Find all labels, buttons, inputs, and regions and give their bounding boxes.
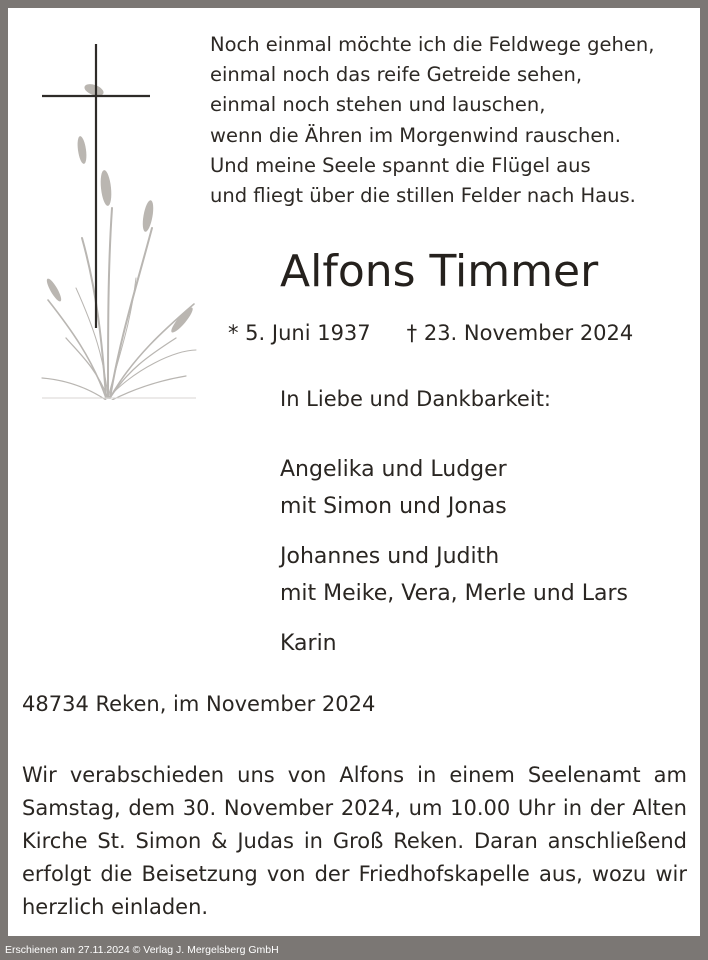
- poem: [210, 30, 690, 211]
- wheat-ears-icon: [44, 82, 195, 335]
- family-group: [280, 626, 628, 663]
- family-list: [280, 452, 628, 677]
- family-line: Angelika und Ludger: [280, 457, 507, 482]
- poem-line: und fliegt über die stillen Felder nach Haus.: [210, 184, 636, 208]
- life-dates: [228, 321, 633, 345]
- poem-line: einmal noch das reife Getreide sehen,: [210, 63, 583, 87]
- publication-footer: Erschienen am 27.11.2024 © Verlag J. Mergelsberg GmbH: [5, 944, 279, 956]
- birth-date: * 5. Juni 1937: [228, 321, 371, 345]
- thanks-line: In Liebe und Dankbarkeit:: [280, 387, 552, 411]
- family-group: [280, 539, 628, 612]
- family-line: mit Meike, Vera, Merle und Lars: [280, 580, 628, 606]
- poem-line: Noch einmal möchte ich die Feldwege gehen,: [210, 33, 655, 56]
- family-group: [280, 452, 628, 525]
- funeral-notice: Wir verabschieden uns von Alfons in einem Seelenamt am Samstag, dem 30. November 2024, um 10.00 Uhr in der Alten Kirche St. Simon & Judas in Groß Reken. Daran anschließend erfolgt die Beisetzung von der Friedhofskapelle aus, wozu wir herzlich einladen.: [22, 763, 687, 919]
- poem-line: Und meine Seele spannt die Flügel aus: [210, 153, 591, 177]
- obituary-card: [8, 8, 700, 936]
- cross-icon: [42, 44, 150, 328]
- death-date: † 23. November 2024: [406, 321, 634, 345]
- family-line: Johannes und Judith: [280, 544, 500, 569]
- family-line: Karin: [280, 631, 337, 656]
- place-date: 48734 Reken, im November 2024: [22, 692, 376, 716]
- family-line: mit Simon und Jonas: [280, 493, 507, 519]
- poem-line: einmal noch stehen und lauschen,: [210, 93, 546, 117]
- poem-line: wenn die Ähren im Morgenwind rauschen.: [210, 123, 621, 147]
- wheat-icon: [42, 208, 196, 400]
- cross-wheat-illustration: [36, 38, 198, 400]
- deceased-name: Alfons Timmer: [280, 246, 599, 297]
